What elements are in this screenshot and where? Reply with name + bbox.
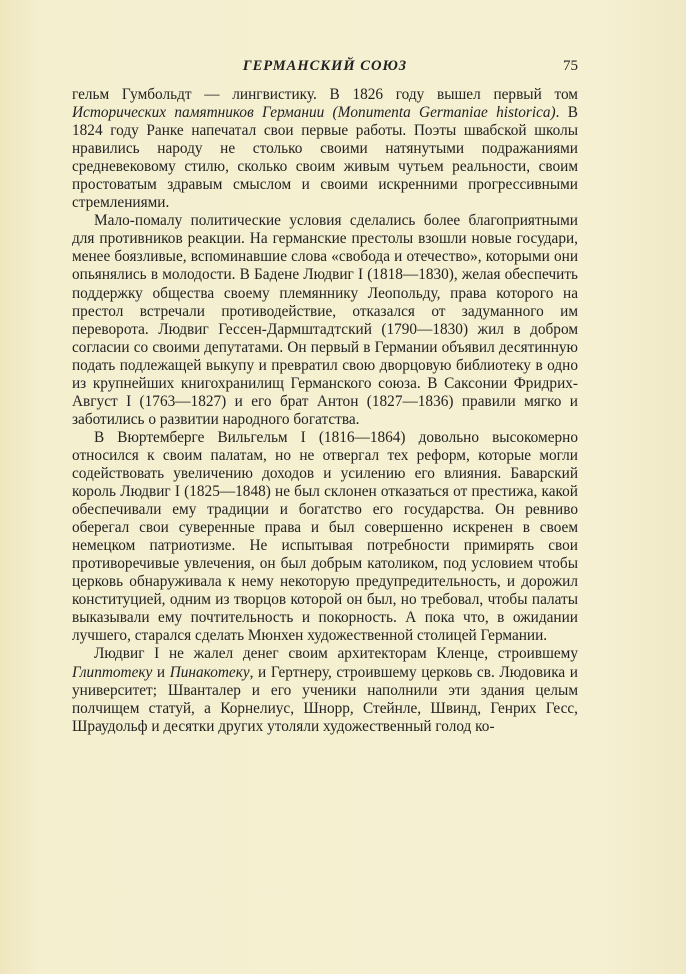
italic-title-monumenta: Исторических памятников Германии (Monumenta Germaniae historica) xyxy=(72,104,556,122)
page-body xyxy=(72,86,578,736)
paragraph-3 xyxy=(72,429,578,646)
text-run: , и Гертнеру, строившему церковь св. Людовика и университет; Швантaлер и его ученики наполнили эти здания целым полчищем статуй, а Корнелиус, Шнорр, Стейнле, Швинд, Генрих Гесс, Шраудольф и десятки других утоляли художественный голод ко- xyxy=(72,663,578,735)
page-number: 75 xyxy=(563,58,578,74)
italic-glyptothek: Глиптотеку xyxy=(72,663,153,681)
paragraph-2 xyxy=(72,212,578,429)
paragraph-1 xyxy=(72,86,578,212)
italic-pinakothek: Пинакотеку xyxy=(169,663,250,681)
text-run: и xyxy=(152,663,170,681)
page-header xyxy=(72,56,578,80)
text-run: В Вюртемберге Вильгельм I (1816—1864) довольно высокомерно относился к своим палатам, но не отвергал тех реформ, которые могли содействовать увеличению доходов и усилению его влияния. Баварский король Людвиг I (1825—1848) не был склонен отказаться от престижа, какой обеспечивали ему традиции и богатство его государства. Он ревниво оберегал свои суверенные права и был совершенно искренен в своем немецком патриотизме. Не испытывая потребности примирять свои противоречивые увлечения, он был добрым католиком, под условием чтобы церковь обнаруживала к нему некоторую предупредительность, и дорожил конституцией, одним из творцов которой он был, но требовал, чтобы палаты выказывали ему почтительность и покорность. А пока что, в ожидании лучшего, старался сделать Мюнхен художественной столицей Германии. xyxy=(72,428,578,645)
text-run: Мало-помалу политические условия сделались более благоприятными для противников реакции. На германские престолы взошли новые государи, менее боязливые, вспоминавшие слова «свобода и отечество», которыми они опьянялись в молодости. В Бадене Людвиг I (1818—1830), желая обеспечить поддержку общества своему племяннику Леопольду, права которого на престол встречали противодействие, отказался от задуманного им переворота. Людвиг Гессен-Дармштадтский (1790—1830) жил в добром согласии со своими депутатами. Он первый в Германии объявил десятинную подать подлежащей выкупу и превратил свою дворцовую библиотеку в одно из крупнейших книгохранилищ Германского союза. В Саксонии Фридрих-Август I (1763—1827) и его брат Антон (1827—1836) правили мягко и заботились о развитии народного богатства. xyxy=(72,212,578,428)
text-run: . В 1824 году Ранке напечатал свои первые работы. Поэты швабской школы нравились народу не столько своими натянутыми подражаниями средневековому стилю, сколько своим живым чутьем реальности, своим простоватым здравым смыслом и своими искренними прогрессивными стремлениями. xyxy=(72,104,578,212)
text-run: Людвиг I не жалел денег своим архитекторам Кленце, строившему xyxy=(94,645,578,663)
paragraph-4 xyxy=(72,645,578,735)
running-title: ГЕРМАНСКИЙ СОЮЗ xyxy=(242,58,408,74)
text-run: гельм Гумбольдт — лингвистику. В 1826 году вышел первый том xyxy=(72,86,578,103)
